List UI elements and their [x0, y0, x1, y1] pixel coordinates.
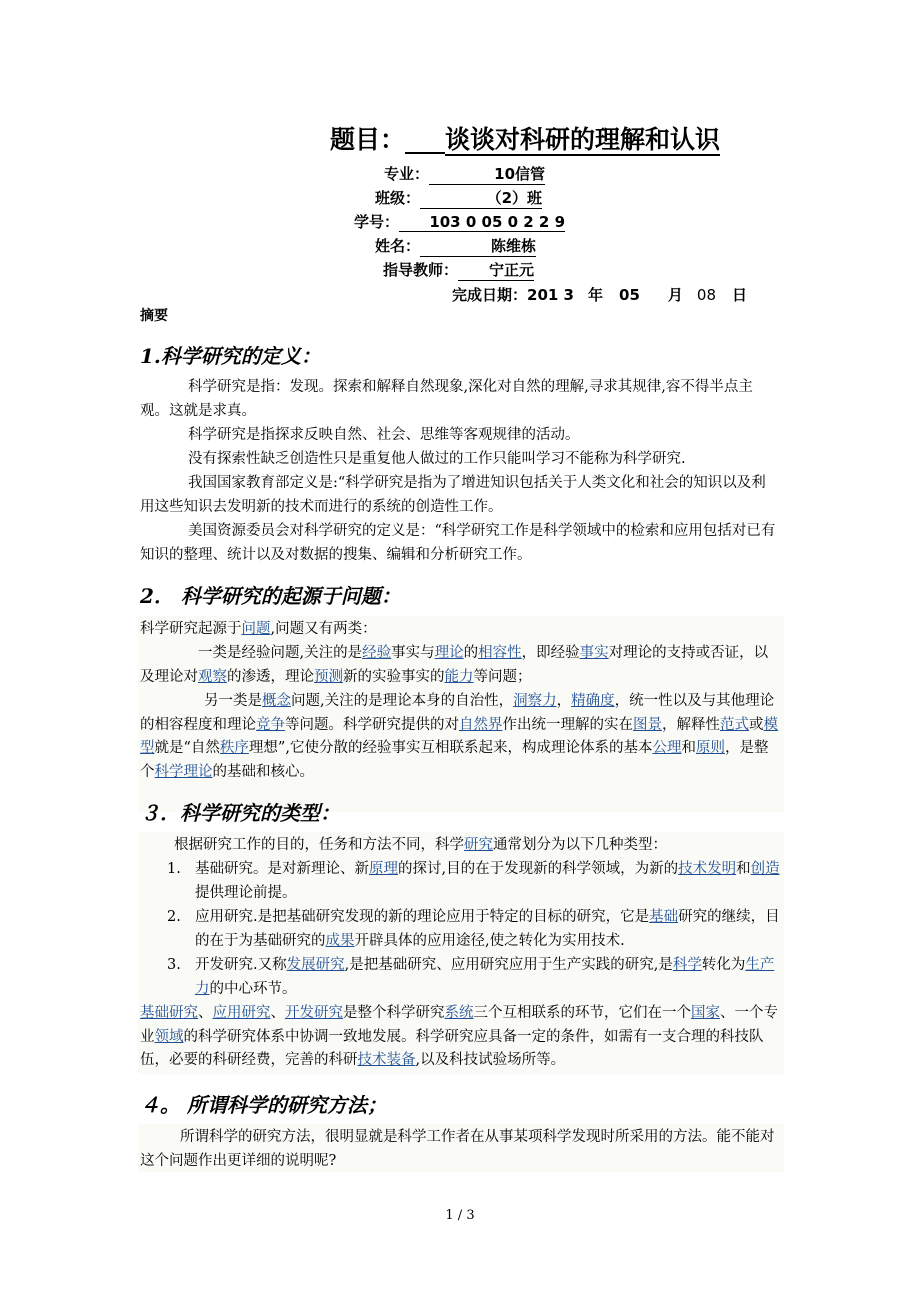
- text-run: 的中心环节。: [209, 980, 297, 997]
- text-run: 基础研究。是对新理论、新: [195, 861, 369, 877]
- hyperlink[interactable]: 技术装备: [357, 1052, 416, 1068]
- text-run: ，: [556, 693, 572, 709]
- text-run: 一类是经验问题,关注的是: [198, 645, 363, 661]
- text-run: 是整个科学研究: [343, 1005, 445, 1021]
- s2-paragraph: [140, 618, 780, 642]
- hyperlink[interactable]: 图景: [633, 716, 662, 733]
- student-id-label: 学号：: [354, 213, 400, 231]
- hyperlink[interactable]: 自然界: [459, 716, 503, 733]
- list-item: [167, 954, 781, 1001]
- text-run: 通常划分为以下几种类型：: [493, 837, 667, 853]
- text-run: 、: [270, 1005, 285, 1021]
- document-title: [330, 120, 720, 156]
- text-run: 、: [198, 1005, 213, 1021]
- class-value: （2）班: [420, 187, 542, 209]
- date-year-unit: 年: [588, 286, 604, 304]
- section-3-heading: ３．科学研究的类型：: [140, 801, 340, 825]
- class-line: [375, 187, 542, 209]
- date-month-unit: 月: [667, 286, 683, 304]
- text-run: 和: [736, 861, 751, 877]
- text-run: 的科学研究体系中协调一致地发展。科学研究应具备一定的条件，如需有一支合理的科技队伍，必要的科研经费，完善的科研: [140, 1028, 764, 1068]
- s1-paragraph: 没有探索性缺乏创造性只是重复他人做过的工作只能叫学习不能称为科学研究.: [188, 451, 686, 467]
- date-day: 08: [696, 286, 716, 304]
- text-run: ,是把基础研究、应用研究应用于生产实践的研究,是: [344, 957, 673, 973]
- text-run: 或: [749, 716, 764, 733]
- hyperlink[interactable]: 开发研究: [285, 1005, 343, 1021]
- text-run: 的渗透，理论: [227, 668, 314, 685]
- text-run: ，是整个: [140, 740, 769, 780]
- list-number: 3.: [167, 957, 181, 973]
- title-text: 谈谈对科研的理解和认识: [445, 125, 721, 154]
- s3-intro: [140, 834, 780, 858]
- section-1-heading: 1.科学研究的定义：: [140, 344, 321, 368]
- text-run: 三个互相联系的环节，它们在一个: [473, 1005, 691, 1021]
- list-item-text: [195, 954, 781, 1001]
- text-run: 作出统一理解的实在: [502, 716, 633, 733]
- hyperlink[interactable]: 系统: [444, 1005, 474, 1021]
- completion-date: [452, 284, 747, 305]
- section-2-heading: 2． 科学研究的起源于问题：: [140, 584, 401, 608]
- student-id-value: 103 0 05 0 2 2 9: [399, 213, 565, 232]
- text-run: ,以及科技试验场所等。: [415, 1052, 566, 1068]
- hyperlink[interactable]: 相容性: [478, 645, 522, 661]
- hyperlink[interactable]: 科学理论: [154, 763, 213, 780]
- hyperlink[interactable]: 领域: [154, 1028, 184, 1045]
- name-value: 陈维栋: [420, 235, 536, 257]
- text-run: 就是“自然: [154, 740, 220, 756]
- text-run: 提供理论前提。: [195, 884, 297, 901]
- text-run: 研究的继续，目的在于为基础研究的: [195, 909, 780, 949]
- hyperlink[interactable]: 事实: [579, 645, 609, 661]
- hyperlink[interactable]: 国家: [691, 1005, 720, 1021]
- name-line: [375, 235, 536, 257]
- list-item-text: [195, 858, 781, 905]
- hyperlink[interactable]: 原理: [369, 861, 398, 877]
- list-item: [167, 906, 781, 953]
- text-run: ，即经验: [521, 645, 580, 661]
- advisor-line: [383, 259, 534, 281]
- hyperlink[interactable]: 公理: [652, 740, 682, 756]
- s4-paragraph: 所谓科学的研究方法，很明显就是科学工作者在从事某项科学发现时所采用的方法。能不能对这个问题作出更详细的说明呢?: [140, 1129, 775, 1169]
- hyperlink[interactable]: 范式: [720, 716, 749, 733]
- text-run: 事实与: [391, 645, 435, 661]
- s1-paragraph: 美国资源委员会对科学研究的定义是：“科学研究工作是科学领域中的检索和应用包括对已有知识的整理、统计以及对数据的搜集、编辑和分析研究工作。: [140, 523, 776, 563]
- text-run: 的探讨,目的在于发现新的科学领域，为新的: [398, 861, 679, 877]
- text-run: ,问题又有两类：: [270, 621, 377, 637]
- list-number: 1.: [167, 861, 181, 877]
- student-id-line: [354, 211, 565, 232]
- text-run: 理想”,它使分散的经验事实互相联系起来，构成理论体系的基本: [248, 740, 653, 756]
- hyperlink[interactable]: 秩序: [219, 740, 249, 756]
- text-run: 根据研究工作的目的，任务和方法不同，科学: [174, 837, 464, 853]
- s1-paragraph: 我国国家教育部定义是:“科学研究是指为了增进知识包括关于人类文化和社会的知识以及利用这些知识去发明新的技术而进行的系统的创造性工作。: [140, 475, 766, 515]
- hyperlink[interactable]: 研究: [464, 837, 493, 853]
- title-underline-gap: [405, 151, 445, 154]
- hyperlink[interactable]: 技术发明: [678, 861, 737, 877]
- advisor-value: 宁正元: [458, 259, 534, 281]
- hyperlink[interactable]: 洞察力: [513, 693, 557, 709]
- text-run: 应用研究.是把基础研究发现的新的理论应用于特定的目标的研究，它是: [195, 909, 650, 925]
- hyperlink[interactable]: 发展研究: [286, 957, 345, 973]
- hyperlink[interactable]: 竞争: [256, 716, 285, 733]
- text-run: 科学研究起源于: [140, 621, 242, 637]
- text-run: 转化为: [701, 957, 746, 973]
- hyperlink[interactable]: 理论: [434, 645, 464, 661]
- hyperlink[interactable]: 成果: [325, 932, 355, 949]
- s1-paragraph: 科学研究是指探求反映自然、社会、思维等客观规律的活动。: [188, 427, 580, 443]
- text-run: 问题,关注的是理论本身的自治性，: [291, 693, 514, 709]
- s2-paragraph: [140, 642, 780, 689]
- hyperlink[interactable]: 应用研究: [212, 1005, 271, 1021]
- hyperlink[interactable]: 问题: [241, 621, 271, 637]
- page-number: 1 / 3: [445, 1208, 475, 1223]
- list-item: [167, 858, 781, 905]
- hyperlink[interactable]: 经验: [362, 645, 392, 661]
- text-run: ，统一性以及与其他理论的相容程度和理论: [140, 693, 775, 733]
- text-run: 和: [681, 740, 696, 756]
- s1-paragraph: 科学研究是指：发现。探索和解释自然现象,深化对自然的理解,寻求其规律,容不得半点主观。这就是求真。: [140, 379, 753, 419]
- major-label: 专业：: [384, 165, 430, 183]
- text-run: 新的实验事实的: [343, 668, 445, 685]
- text-run: 开辟具体的应用途径,使之转化为实用技术.: [354, 932, 625, 949]
- class-label: 班级：: [375, 189, 421, 207]
- hyperlink[interactable]: 观察: [198, 668, 227, 685]
- text-run: 等问题。科学研究提供的对: [285, 716, 459, 733]
- hyperlink[interactable]: 生产力: [195, 957, 775, 997]
- list-number: 2.: [167, 909, 181, 925]
- text-run: 的: [463, 645, 479, 661]
- date-month: 05: [619, 286, 640, 304]
- section-4-heading: ４。 所谓科学的研究方法；: [140, 1093, 387, 1117]
- hyperlink[interactable]: 原则: [695, 740, 725, 756]
- text-run: ，解释性: [662, 716, 720, 733]
- hyperlink[interactable]: 模型: [140, 716, 778, 756]
- text-run: 开发研究.又称: [195, 957, 287, 973]
- hyperlink[interactable]: 能力: [444, 668, 474, 685]
- title-label: 题目：: [330, 125, 406, 154]
- text-run: 、一个专业: [140, 1005, 778, 1045]
- text-run: 的基础和核心。: [212, 763, 314, 780]
- abstract-label: 摘要: [140, 308, 168, 324]
- s2-paragraph: [140, 690, 780, 784]
- major-value: 10信管: [429, 163, 545, 185]
- hyperlink[interactable]: 预测: [314, 668, 343, 685]
- list-item-text: [195, 906, 781, 953]
- hyperlink[interactable]: 基础: [649, 909, 679, 925]
- text-run: 对理论的支持或否证，以及理论对: [140, 645, 769, 685]
- text-run: 另一类是: [204, 693, 262, 709]
- name-label: 姓名：: [375, 237, 421, 255]
- hyperlink[interactable]: 基础研究: [140, 1005, 198, 1021]
- hyperlink[interactable]: 精确度: [571, 693, 615, 709]
- major-line: [384, 163, 545, 185]
- hyperlink[interactable]: 概念: [262, 693, 291, 709]
- text-run: 等问题；: [473, 668, 532, 685]
- date-year: 201 3: [527, 286, 574, 304]
- hyperlink[interactable]: 科学: [672, 957, 702, 973]
- s3-outro: [140, 1002, 780, 1073]
- advisor-label: 指导教师：: [383, 261, 459, 279]
- date-label: 完成日期：: [452, 286, 528, 304]
- hyperlink[interactable]: 创造: [750, 861, 780, 877]
- date-day-unit: 日: [732, 286, 748, 304]
